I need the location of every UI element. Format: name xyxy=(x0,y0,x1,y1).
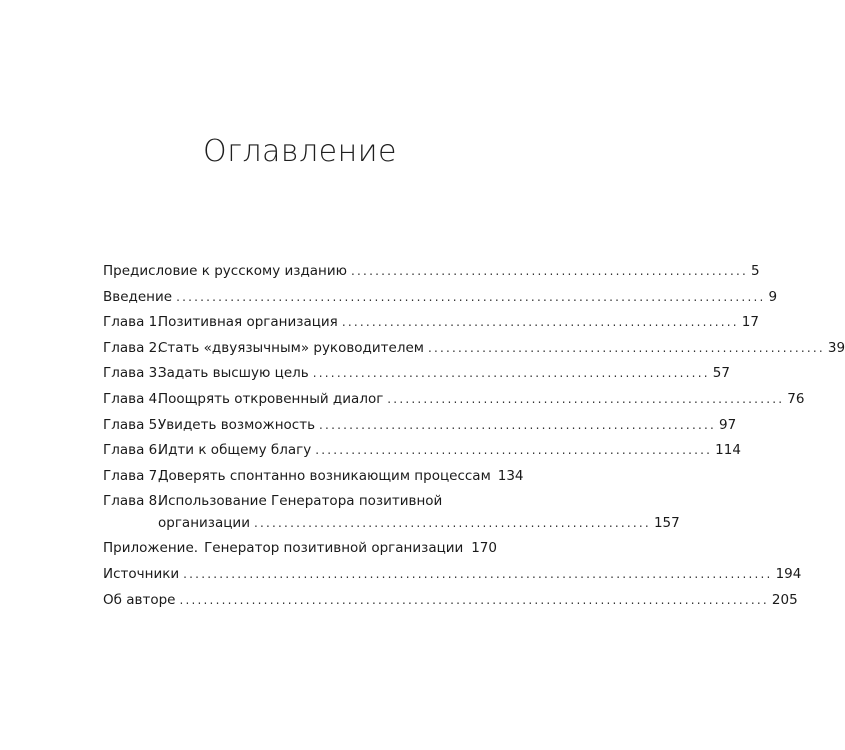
toc-chapter-prefix: Глава 2. xyxy=(103,339,162,356)
toc-page-number: 76 xyxy=(787,390,805,407)
toc-chapter-prefix: Глава 6. xyxy=(103,442,162,459)
toc-entry-label: Поощрять откровенный диалог xyxy=(158,390,384,407)
dot-leader: .................................................................................................. xyxy=(183,566,773,581)
toc-entry-chapter-7[interactable] xyxy=(103,467,524,493)
toc-entry-chapter-8[interactable] xyxy=(103,492,680,539)
toc-entry-sources[interactable] xyxy=(103,565,802,591)
dot-leader: .................................................................. xyxy=(312,366,710,381)
toc-entry-label: Введение xyxy=(103,288,173,305)
toc-page-number: 157 xyxy=(653,515,680,532)
dot-leader xyxy=(467,539,468,557)
toc-chapter-prefix: Глава 5. xyxy=(103,416,162,433)
toc-entry-preface[interactable] xyxy=(103,262,760,288)
toc-page-number: 9 xyxy=(768,288,778,305)
dot-leader: .................................................................. xyxy=(427,340,825,355)
toc-page-number: 57 xyxy=(712,365,730,382)
toc-entry-label: Идти к общему благу xyxy=(158,442,312,459)
toc-entry-label: Использование Генератора позитивной xyxy=(158,493,443,510)
toc-entry-label: Предисловие к русскому изданию xyxy=(103,263,348,279)
toc-entry-about-author[interactable] xyxy=(103,591,798,617)
toc-page-number: 194 xyxy=(775,565,802,582)
toc-entry-label: Источники xyxy=(103,565,180,582)
toc-chapter-prefix: Глава 8. xyxy=(103,493,162,510)
toc-page-number: 97 xyxy=(719,416,737,433)
toc-page-number: 39 xyxy=(827,339,845,356)
toc-entry-label: Задать высшую цель xyxy=(158,365,309,382)
dot-leader: .................................................................. xyxy=(319,417,717,432)
toc-page-number: 17 xyxy=(741,314,759,331)
toc-entry-chapter-4[interactable] xyxy=(103,390,805,416)
dot-leader: .................................................................................................. xyxy=(176,289,766,304)
dot-leader: .................................................................. xyxy=(387,391,785,406)
dot-leader: .................................................................. xyxy=(341,315,739,330)
toc-chapter-prefix: Приложение. xyxy=(103,540,199,557)
toc-entry-chapter-5[interactable] xyxy=(103,416,737,442)
dot-leader: .................................................................. xyxy=(315,443,713,458)
toc-page-number: 114 xyxy=(715,442,741,459)
toc-entry-label: Генератор позитивной организации xyxy=(204,540,464,557)
toc-entry-label: Доверять спонтанно возникающим процессам xyxy=(158,467,491,484)
page-title: Оглавление xyxy=(203,134,397,169)
toc-entry-label-continued: организации xyxy=(158,515,250,532)
toc-page-number: 5 xyxy=(751,263,760,279)
toc-chapter-prefix: Глава 7. xyxy=(103,467,162,484)
toc-entry-appendix[interactable] xyxy=(103,539,497,565)
toc-entry-chapter-2[interactable] xyxy=(103,339,845,365)
toc-chapter-prefix: Глава 4. xyxy=(103,390,162,407)
toc-page-number: 134 xyxy=(497,467,524,484)
toc-entry-label: Увидеть возможность xyxy=(158,416,316,433)
toc-chapter-prefix: Глава 3. xyxy=(103,365,162,382)
table-of-contents xyxy=(103,262,845,616)
dot-leader: .................................................................. xyxy=(253,516,651,531)
toc-entry-introduction[interactable] xyxy=(103,288,778,314)
toc-page-number: 205 xyxy=(771,591,798,608)
dot-leader: .................................................................................................. xyxy=(179,592,769,607)
toc-chapter-prefix: Глава 1. xyxy=(103,314,162,331)
toc-entry-chapter-3[interactable] xyxy=(103,364,730,390)
toc-entry-chapter-1[interactable] xyxy=(103,313,759,339)
toc-entry-label: Стать «двуязычным» руководителем xyxy=(158,339,424,356)
toc-entry-chapter-6[interactable] xyxy=(103,441,741,467)
toc-page-number: 170 xyxy=(471,540,497,557)
toc-entry-label: Позитивная организация xyxy=(158,314,338,331)
toc-entry-label: Об авторе xyxy=(103,591,176,608)
dot-leader: .................................................................. xyxy=(351,264,748,278)
